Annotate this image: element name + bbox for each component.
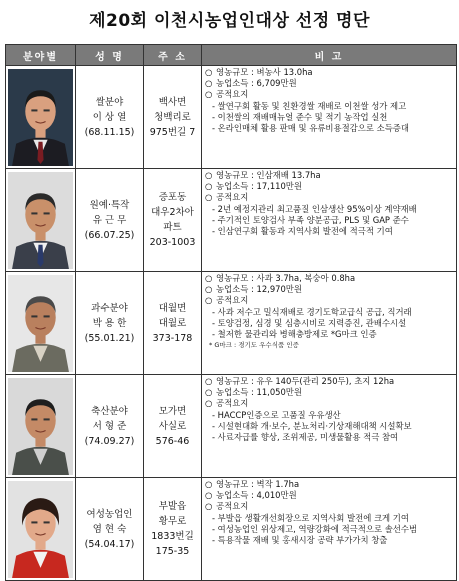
address-line: 576-46 — [155, 435, 190, 447]
notes-cell — [202, 169, 457, 272]
note-item — [205, 67, 453, 78]
note-text: - 쌀연구회 활동 및 친환경쌀 재배로 이천쌀 성가 제고 — [212, 100, 407, 111]
awardee-name: 서 형 준 — [92, 420, 127, 432]
note-text: * G마크 : 경기도 우수식품 인증 — [209, 341, 299, 350]
portrait-drawing — [8, 172, 73, 269]
address-line: 백사면 — [158, 96, 187, 108]
note-text: - 여성농업인 위상제고, 역량강화에 적극적으로 솔선수범 — [212, 523, 418, 534]
note-text: - 인삼연구회 활동과 지역사회 발전에 적극적 기여 — [212, 226, 393, 237]
circle-bullet-icon: ○ — [205, 67, 213, 77]
notes-cell — [202, 66, 457, 169]
note-item — [205, 170, 453, 181]
birth-date: (54.04.17) — [84, 538, 135, 550]
note-text: - 시설현대화 개·보수, 분뇨처리·기상재해대책 시설확보 — [212, 420, 412, 431]
photo-cell — [6, 375, 76, 478]
field-label: 원예·특작 — [89, 199, 130, 211]
address-line: 부발읍 — [158, 501, 187, 512]
note-detail — [205, 318, 453, 329]
address-line: 975번길 7 — [149, 126, 196, 138]
address-line: 황무로 — [158, 516, 187, 527]
table-row — [6, 478, 457, 581]
address-line: 1833번길 — [151, 531, 194, 542]
address-line: 청백리로 — [154, 111, 191, 123]
portrait-drawing — [8, 378, 73, 475]
note-detail — [205, 123, 453, 134]
note-detail — [205, 329, 453, 340]
circle-bullet-icon: ○ — [205, 89, 213, 100]
address-line: 203-1003 — [149, 237, 196, 248]
name-cell — [76, 66, 144, 169]
awardee-name: 염 현 숙 — [92, 523, 127, 535]
note-item — [205, 479, 453, 490]
circle-bullet-icon: ○ — [205, 398, 213, 409]
notes-cell — [202, 375, 457, 478]
photo-cell — [6, 66, 76, 169]
circle-bullet-icon: ○ — [205, 170, 213, 180]
field-label: 과수분야 — [91, 302, 128, 314]
awardee-table — [5, 44, 457, 581]
field-label: 여성농업인 — [86, 508, 133, 520]
birth-date: (66.07.25) — [84, 229, 135, 241]
awardee-photo — [8, 69, 73, 166]
note-text: 영농규모 : 사과 3.7ha, 복숭아 0.8ha — [216, 273, 356, 283]
note-text: - 2년 예정지관리 최고품질 인삼생산 95%이상 계약재배 — [212, 203, 417, 214]
note-text: 영농규모 : 인삼재배 13.7ha — [216, 170, 321, 180]
note-text: 영농규모 : 벽작 1.7ha — [216, 479, 300, 489]
note-text: - 사과 저수고 밀식재배로 경기도학교급식 공급, 직거래 — [212, 306, 412, 317]
awardee-name: 이 상 열 — [92, 111, 127, 123]
name-cell — [76, 272, 144, 375]
note-text: - 사료자급률 향상, 조위제공, 미생물활용 적극 참여 — [212, 432, 399, 443]
address-cell — [144, 478, 202, 581]
address-cell — [144, 272, 202, 375]
birth-date: (55.01.21) — [84, 332, 135, 344]
note-text: 농업소득 : 6,709만원 — [216, 78, 297, 89]
note-detail — [205, 101, 453, 112]
table-row — [6, 66, 457, 169]
note-item — [205, 181, 453, 192]
portrait-drawing — [8, 275, 73, 372]
note-detail — [205, 204, 453, 215]
note-detail — [205, 513, 453, 524]
note-text: - 부발읍 생활개선회장으로 지역사회 발전에 크게 기여 — [212, 512, 409, 523]
portrait-drawing — [8, 481, 73, 578]
note-detail — [205, 307, 453, 318]
awardee-photo — [8, 378, 73, 475]
circle-bullet-icon: ○ — [205, 387, 213, 398]
birth-date: (74.09.27) — [84, 435, 135, 447]
note-detail — [205, 524, 453, 535]
table-row — [6, 272, 457, 375]
awardee-photo — [8, 481, 73, 578]
circle-bullet-icon: ○ — [205, 181, 213, 192]
note-item — [205, 192, 453, 203]
circle-bullet-icon: ○ — [205, 490, 213, 501]
header-name: 성 명 — [76, 45, 144, 66]
note-detail — [205, 410, 453, 421]
note-text: - HACCP인증으로 고품질 우유생산 — [212, 409, 341, 420]
note-text: - 주기적인 토양검사 부족 양분공급, PLS 및 GAP 준수 — [212, 214, 409, 225]
note-text: 공적요지 — [216, 89, 249, 100]
note-item — [205, 376, 453, 387]
photo-cell — [6, 169, 76, 272]
note-text: 농업소득 : 4,010만원 — [216, 490, 297, 501]
note-text: 공적요지 — [216, 501, 249, 512]
note-text: 농업소득 : 17,110만원 — [216, 181, 302, 192]
name-cell — [76, 375, 144, 478]
note-item — [205, 273, 453, 284]
circle-bullet-icon: ○ — [205, 192, 213, 203]
note-detail — [205, 226, 453, 237]
address-cell — [144, 169, 202, 272]
note-text: 영농규모 : 유우 140두(관리 250두), 초지 12ha — [216, 376, 395, 386]
photo-cell — [6, 478, 76, 581]
circle-bullet-icon: ○ — [205, 273, 213, 283]
birth-date: (68.11.15) — [84, 126, 135, 138]
address-line: 대우2차아 — [151, 207, 194, 218]
note-text: 공적요지 — [216, 295, 249, 306]
circle-bullet-icon: ○ — [205, 501, 213, 512]
note-text: 농업소득 : 12,970만원 — [216, 284, 302, 295]
note-text: - 특용작물 재배 및 홍새시장 공략 부가가치 창출 — [212, 535, 388, 546]
note-item — [205, 490, 453, 501]
field-label: 쌀분야 — [95, 96, 124, 108]
circle-bullet-icon: ○ — [205, 295, 213, 306]
note-text: 영농규모 : 벼농사 13.0ha — [216, 67, 313, 77]
note-text: - 온라인매체 활용 판매 및 유류비용절감으로 소득증대 — [212, 123, 409, 134]
address-cell — [144, 375, 202, 478]
address-line: 모가면 — [158, 405, 187, 417]
awardee-photo — [8, 172, 73, 269]
circle-bullet-icon: ○ — [205, 78, 213, 89]
awardee-photo — [8, 275, 73, 372]
note-detail — [205, 432, 453, 443]
address-line: 대월면 — [158, 302, 187, 314]
address-line: 대월로 — [158, 317, 187, 329]
address-cell — [144, 66, 202, 169]
note-detail — [205, 215, 453, 226]
note-item — [205, 387, 453, 398]
circle-bullet-icon: ○ — [205, 376, 213, 386]
awardee-name: 박 용 한 — [92, 317, 127, 329]
note-text: - 철저한 물관리와 병해충방제로 *G마크 인증 — [212, 329, 377, 340]
note-text: 농업소득 : 11,050만원 — [216, 387, 302, 398]
note-text: 공적요지 — [216, 192, 249, 203]
note-detail — [205, 112, 453, 123]
table-row — [6, 169, 457, 272]
header-address: 주 소 — [144, 45, 202, 66]
note-text: - 토양검정, 심경 및 심층시비로 지력증진, 관배수시설 — [212, 317, 407, 328]
note-detail — [205, 535, 453, 546]
address-line: 373-178 — [152, 332, 193, 344]
address-line: 175-35 — [155, 546, 190, 557]
note-item — [205, 398, 453, 409]
note-detail — [205, 421, 453, 432]
note-item — [205, 295, 453, 306]
header-field: 분야별 — [6, 45, 76, 66]
table-row — [6, 375, 457, 478]
photo-cell — [6, 272, 76, 375]
note-text: 공적요지 — [216, 398, 249, 409]
awardee-name: 유 근 무 — [92, 214, 127, 226]
circle-bullet-icon: ○ — [205, 479, 213, 489]
notes-cell — [202, 272, 457, 375]
name-cell — [76, 478, 144, 581]
note-text: - 이천쌀의 재배매뉴얼 준수 및 적기 농작업 실천 — [212, 111, 388, 122]
address-line: 파트 — [163, 222, 182, 233]
notes-cell — [202, 478, 457, 581]
note-item — [205, 284, 453, 295]
portrait-drawing — [8, 69, 73, 166]
note-item — [205, 89, 453, 100]
note-item — [205, 78, 453, 89]
footnote — [205, 340, 453, 351]
field-label: 축산분야 — [91, 405, 128, 417]
address-line: 사실로 — [158, 420, 187, 432]
circle-bullet-icon: ○ — [205, 284, 213, 295]
page-title: 제20회 이천시농업인대상 선정 명단 — [89, 11, 370, 31]
note-item — [205, 501, 453, 512]
header-notes: 비 고 — [202, 45, 457, 66]
name-cell — [76, 169, 144, 272]
table-header-row — [6, 45, 457, 66]
address-line: 증포동 — [158, 192, 187, 203]
